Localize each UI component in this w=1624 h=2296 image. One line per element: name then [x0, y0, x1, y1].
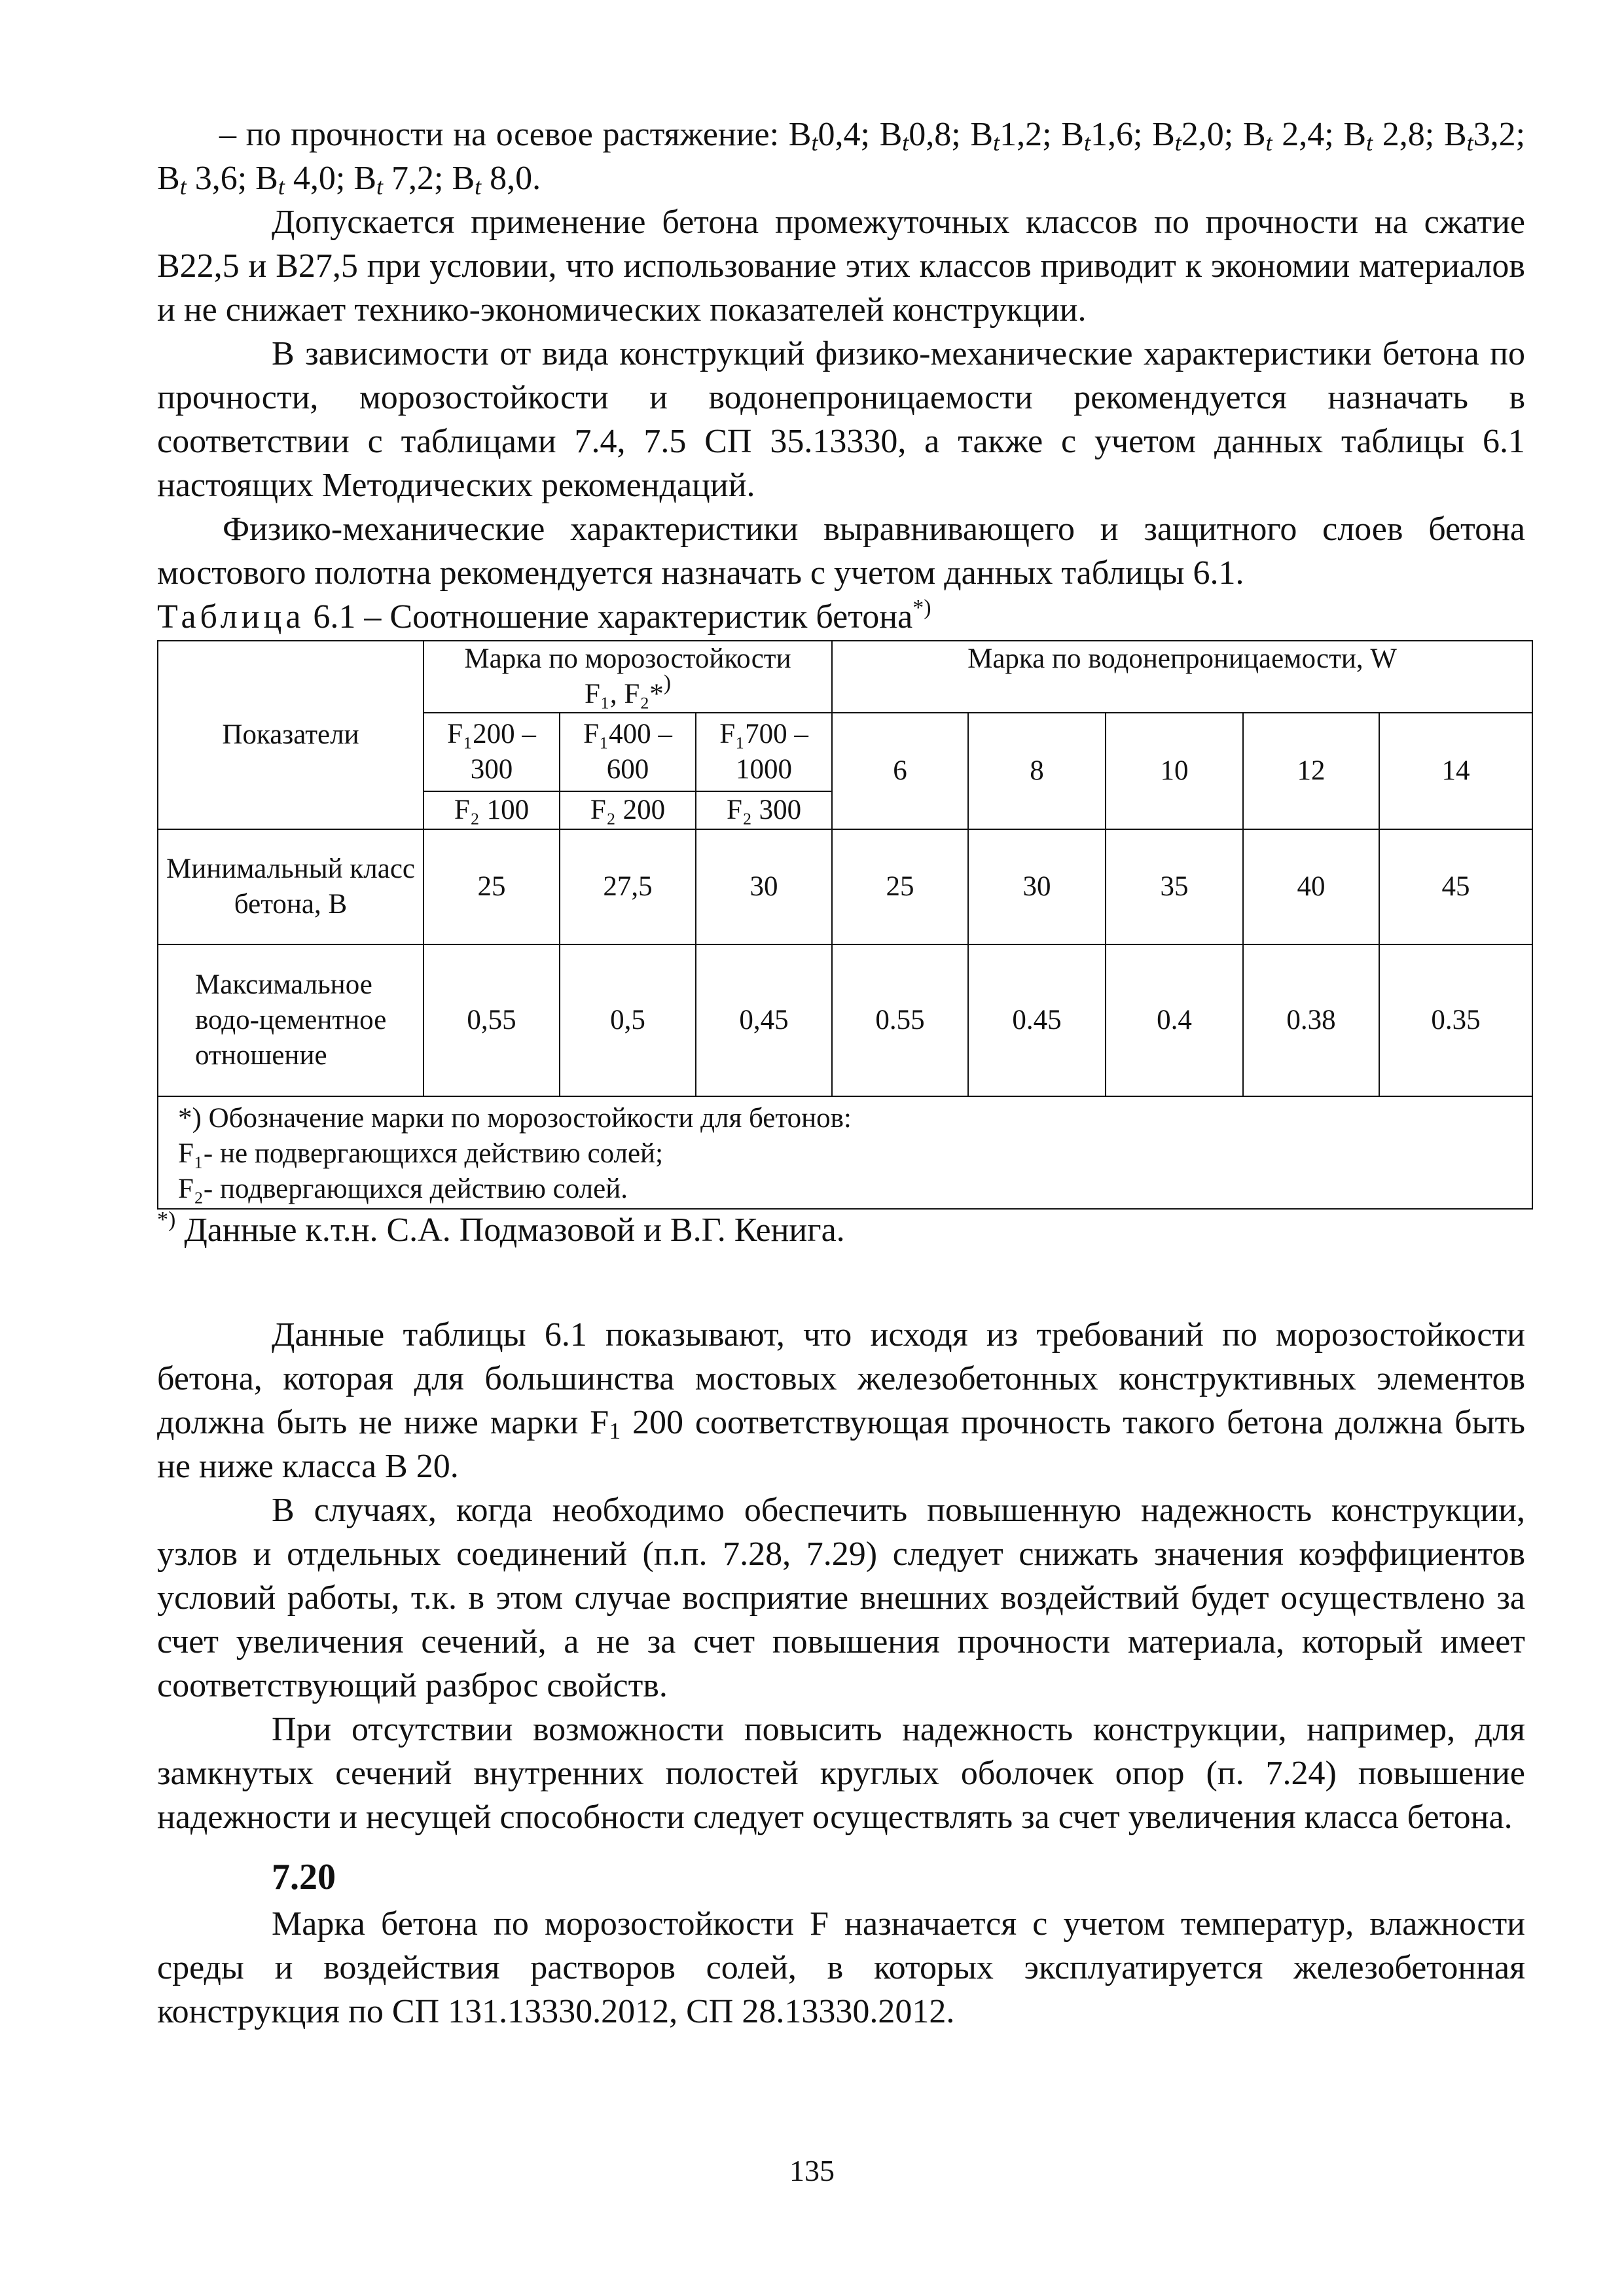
- header-indicators: Показатели: [158, 641, 424, 829]
- w-grade: 8: [968, 713, 1106, 829]
- tensile-class: $B_t$ 3,6;: [157, 160, 256, 200]
- table-note: *) Обозначение марки по морозостойкости для бетонов: F₁- не подвергающихся действию солей; F₂- подвергающихся действию солей.: [158, 1096, 1532, 1209]
- w-grade: 6: [832, 713, 968, 829]
- table-cell: 35: [1106, 829, 1243, 944]
- table-note-row: [158, 1096, 1532, 1209]
- header-frost-grade: Марка по морозостойкости F₁, F₂*): [424, 641, 832, 713]
- table-cell: 0.38: [1243, 944, 1379, 1096]
- tensile-class: $B_t1,6$;: [1061, 116, 1153, 156]
- row-label-wc-ratio: Максимальное водо-цементное отношение: [158, 944, 424, 1096]
- w-grade: 12: [1243, 713, 1379, 829]
- concrete-characteristics-table: [157, 640, 1533, 1210]
- paragraph-characteristics: В зависимости от вида конструкций физико-механические характеристики бетона по прочности, морозостойкости и водонепроницаемости рекомендуется назначать в соответствии с таблицами 7.4, 7.5 СП 35.13330, а также с учетом данных таблицы 6.1 настоящих Методических рекомендаций.: [157, 335, 1525, 504]
- table-cell: 0,45: [696, 944, 832, 1096]
- paragraph-closed-sections: При отсутствии возможности повысить надежность конструкции, например, для замкнутых сечений внутренних полостей круглых оболочек опор (п. 7.24) повышение надежности и несущей способности следует осуществлять за счет увеличения класса бетона.: [157, 1711, 1525, 1836]
- tensile-intro-2: 2,8;: [1382, 116, 1444, 153]
- table-cell: 0.55: [832, 944, 968, 1096]
- table-cell: 0.35: [1379, 944, 1532, 1096]
- table-cell: 30: [968, 829, 1106, 944]
- table-cell: 0.45: [968, 944, 1106, 1096]
- paragraph-layers: Физико-механические характеристики выравнивающего и защитного слоев бетона мостового полотна рекомендуется назначать с учетом данных таблицы 6.1.: [157, 511, 1525, 592]
- tensile-class: $B_t$ 2,4;: [1242, 116, 1344, 156]
- tensile-class: $B_t0,8$;: [879, 116, 971, 156]
- w-grade: 10: [1106, 713, 1243, 829]
- f2-grade: F₂ 100: [424, 791, 560, 829]
- table-row: [158, 944, 1532, 1096]
- paragraph-frost-grade: Марка бетона по морозостойкости F назначается с учетом температур, влажности среды и воздействия растворов солей, в которых эксплуатируется железобетонная конструкция по СП 131.13330.2012, СП 28.13330.2012.: [157, 1905, 1525, 2030]
- f1-grade: F₁200 – 300: [424, 713, 560, 791]
- tensile-class: $B_t2,0$;: [1152, 116, 1243, 156]
- tensile-class: $B_t3,2$;: [1443, 116, 1526, 156]
- table-footnote: *) Данные к.т.н. С.А. Подмазовой и В.Г. Кенига.: [157, 1208, 845, 1249]
- tensile-class: $B_t$: [1343, 116, 1373, 156]
- header-water-grade: Марка по водонепроницаемости, W: [832, 641, 1532, 713]
- table-cell: 0,55: [424, 944, 560, 1096]
- tensile-classes-paragraph: [157, 113, 1525, 200]
- table-cell: 25: [424, 829, 560, 944]
- tensile-class: $B_t$ 7,2;: [353, 160, 452, 200]
- tensile-class: $B_t0,4$;: [788, 116, 880, 156]
- table-row: [158, 829, 1532, 944]
- w-grade: 14: [1379, 713, 1532, 829]
- f2-grade: F₂ 300: [696, 791, 832, 829]
- table-caption: Таблица 6.1 – Соотношение характеристик бетона*): [157, 596, 931, 636]
- f1-grade: F₁700 – 1000: [696, 713, 832, 791]
- table-cell: 27,5: [560, 829, 696, 944]
- tensile-class: $B_t$ 8,0.: [452, 160, 541, 200]
- tensile-class: $B_t1,2$;: [970, 116, 1062, 156]
- section-heading: 7.20: [272, 1857, 336, 1897]
- table-cell: 45: [1379, 829, 1532, 944]
- f1-grade: F₁400 – 600: [560, 713, 696, 791]
- f2-grade: F₂ 200: [560, 791, 696, 829]
- row-label-min-class: Минимальный класс бетона, В: [158, 829, 424, 944]
- tensile-intro: – по прочности на осевое растяжение:: [219, 116, 780, 153]
- table-cell: 30: [696, 829, 832, 944]
- paragraph-reliability: В случаях, когда необходимо обеспечить повышенную надежность конструкции, узлов и отдельных соединений (п.п. 7.28, 7.29) следует снижать значения коэффициентов условий работы, т.к. в этом случае восприятие внешних воздействий будет осуществлено за счет увеличения сечений, а не за счет повышения прочности материала, который имеет соответствующий разброс свойств.: [157, 1492, 1525, 1704]
- page-number: 135: [789, 2154, 835, 2187]
- table-cell: 25: [832, 829, 968, 944]
- paragraph-intermediate-classes: Допускается применение бетона промежуточных классов по прочности на сжатие В22,5 и В27,5 при условии, что использование этих классов приводит к экономии материалов и не снижает технико-экономических показателей конструкции.: [157, 204, 1525, 329]
- document-page: [157, 113, 1525, 2034]
- table-cell: 40: [1243, 829, 1379, 944]
- tensile-class: $B_t$ 4,0;: [255, 160, 354, 200]
- table-cell: 0.4: [1106, 944, 1243, 1096]
- paragraph-table-analysis: Данные таблицы 6.1 показывают, что исходя из требований по морозостойкости бетона, которая для большинства мостовых железобетонных конструктивных элементов должна быть не ниже марки $F_1$ 200 соответствующая прочность такого бетона должна быть не ниже класса В 20.: [157, 1316, 1525, 1485]
- table-cell: 0,5: [560, 944, 696, 1096]
